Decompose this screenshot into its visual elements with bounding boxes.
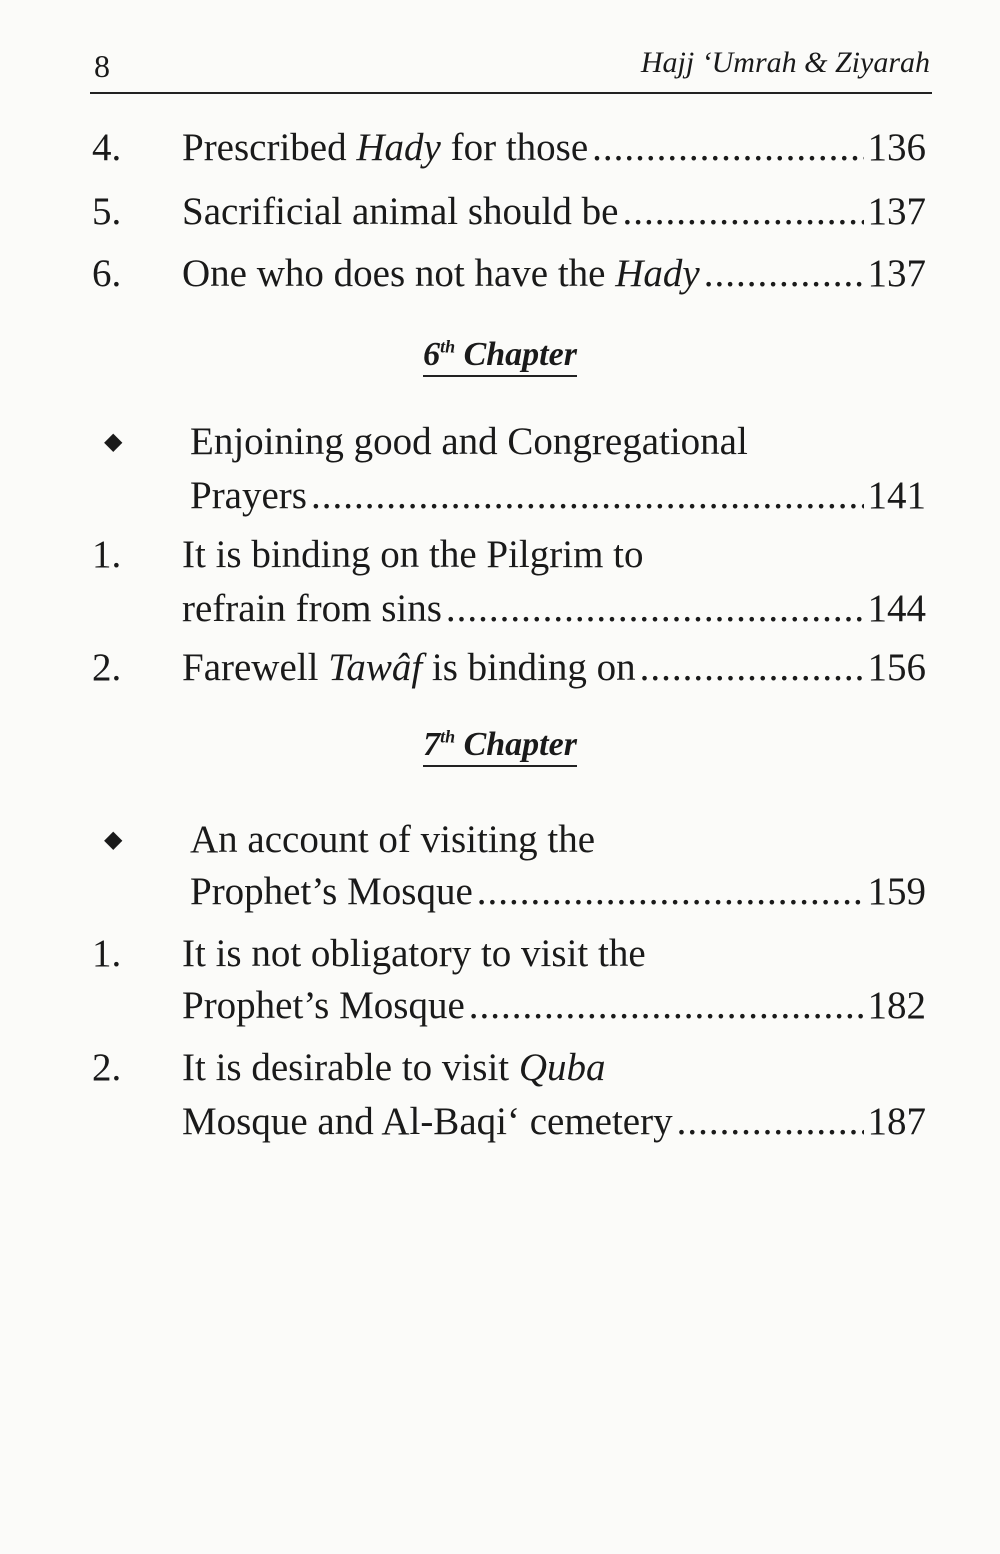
entry-page: 137 [867,190,926,233]
entry-row [182,640,926,696]
toc-entry-continuation[interactable] [0,864,1000,920]
entry-page: 182 [867,984,926,1027]
entry-number: 5. [92,190,122,233]
entry-row [182,978,926,1034]
toc-entry[interactable] [0,1040,1000,1096]
running-title: Hajj ‘Umrah & Ziyarah [640,46,930,79]
entry-row [190,864,926,920]
entry-title: Farewell Tawâf is binding on [182,646,636,689]
toc-entry[interactable] [0,527,1000,583]
toc-entry[interactable] [0,246,1000,302]
entry-title: One who does not have the Hady [182,252,700,295]
entry-row [182,581,926,637]
entry-row [190,468,926,524]
toc-entry-continuation[interactable] [0,978,1000,1034]
toc-entry[interactable] [0,926,1000,982]
toc-entry[interactable] [0,184,1000,240]
entry-page: 187 [867,1100,926,1143]
diamond-bullet-icon: ◆ [104,827,123,853]
chapter-heading-6: 6th Chapter [0,336,1000,374]
leader-dots [640,640,864,696]
entry-title-line2: Prayers [190,474,307,517]
entry-page: 159 [867,870,926,913]
entry-title-line1: Enjoining good and Congregational [190,420,748,463]
entry-number: 1. [92,932,122,975]
entry-title-line1: It is not obligatory to visit the [182,932,646,975]
entry-number: 2. [92,646,122,689]
leader-dots [677,1094,864,1150]
leader-dots [477,864,864,920]
toc-entry[interactable] [0,640,1000,696]
leader-dots [311,468,864,524]
entry-page: 137 [867,252,926,295]
entry-number: 2. [92,1046,122,1089]
entry-row [182,1094,926,1150]
toc-entry-continuation[interactable] [0,468,1000,524]
entry-row [182,246,926,302]
entry-page: 156 [867,646,926,689]
entry-title-line2: Prophet’s Mosque [190,870,473,913]
entry-title: Sacrificial animal should be [182,190,619,233]
chapter-heading-7: 7th Chapter [0,726,1000,764]
leader-dots [704,246,864,302]
entry-page: 136 [867,126,926,169]
page-number: 8 [94,48,110,84]
page-header [90,40,932,94]
leader-dots [446,581,864,637]
toc-entry-continuation[interactable] [0,1094,1000,1150]
entry-title-line2: Mosque and Al-Baqi‘ cemetery [182,1100,673,1143]
entry-row [182,120,926,176]
entry-number: 1. [92,533,122,576]
toc-entry[interactable] [0,120,1000,176]
entry-title-line2: Prophet’s Mosque [182,984,465,1027]
chapter-intro-entry[interactable] [0,812,1000,868]
leader-dots [592,120,863,176]
entry-title-line1: It is binding on the Pilgrim to [182,533,644,576]
entry-page: 141 [867,474,926,517]
entry-title-line1: It is desirable to visit Quba [182,1046,606,1089]
entry-page: 144 [867,587,926,630]
toc-entry-continuation[interactable] [0,581,1000,637]
leader-dots [622,184,863,240]
diamond-bullet-icon: ◆ [104,429,123,455]
entry-title: Prescribed Hady for those [182,126,589,169]
leader-dots [469,978,864,1034]
entry-row [182,184,926,240]
entry-title-line2: refrain from sins [182,587,442,630]
chapter-intro-entry[interactable] [0,414,1000,470]
entry-number: 6. [92,252,122,295]
entry-number: 4. [92,126,122,169]
entry-title-line1: An account of visiting the [190,818,596,861]
